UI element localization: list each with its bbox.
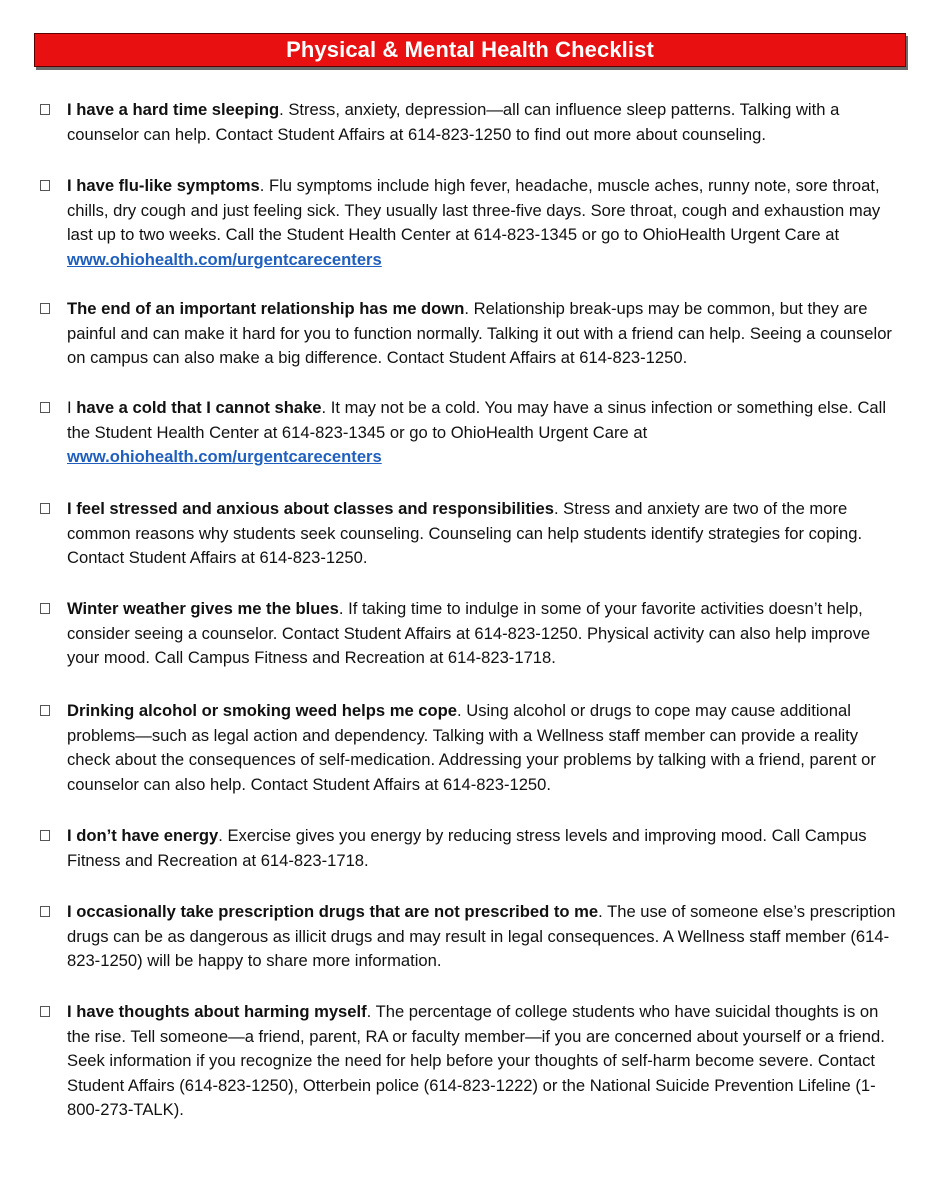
checklist-item-text (67, 699, 902, 797)
item-body: . Relationship break-ups may be common, but they are painful and can make it hard for you to function normally. Talking it out with a friend can help. Seeing a counselor on campus can also make a big difference. Contact Student Affairs at 614-823-1250. (67, 299, 892, 367)
checklist-item-text (67, 1000, 902, 1123)
checkbox[interactable] (40, 1006, 50, 1017)
checkbox[interactable] (40, 830, 50, 841)
checklist-item-text (67, 597, 902, 671)
item-heading: Drinking alcohol or smoking weed helps me cope (67, 701, 458, 720)
item-heading: I feel stressed and anxious about classes and responsibilities (67, 499, 554, 518)
checklist-item-text (67, 824, 902, 873)
checklist-item-winter (36, 597, 902, 671)
item-body: . It may not be a cold. You may have a sinus infection or something else. Call the Student Health Center at 614-823-1345 or go to OhioHealth Urgent Care at (67, 398, 887, 442)
checklist-item-text (67, 174, 902, 272)
checklist-item-energy (36, 824, 902, 873)
item-heading: have a cold that I cannot shake (76, 398, 322, 417)
item-heading: I don’t have energy (67, 826, 219, 845)
urgent-care-link[interactable]: www.ohiohealth.com/urgentcarecenters (67, 249, 382, 269)
checkbox[interactable] (40, 180, 50, 191)
item-heading: I have flu-like symptoms (67, 176, 260, 195)
checklist-item-text (67, 900, 902, 974)
item-body: . If taking time to indulge in some of your favorite activities doesn’t help, consider seeing a counselor. Contact Student Affairs at 614-823-1250. Physical activity can also help improve your mood. Call Campus Fitness and Recreation at 614-823-1718. (67, 599, 871, 667)
item-lead: I (67, 398, 77, 417)
checkbox[interactable] (40, 104, 50, 115)
checklist-item-sleeping (36, 98, 902, 147)
item-heading: Winter weather gives me the blues (67, 599, 339, 618)
checklist-item-stress (36, 497, 902, 571)
checklist-item-text (67, 497, 902, 571)
checklist-item-cold (36, 396, 902, 470)
item-body: . Using alcohol or drugs to cope may cause additional problems—such as legal action and dependency. Talking with a Wellness staff member can provide a reality check about the consequences of self-medication. Addressing your problems by talking with a friend, parent or counselor can also help. Contact Student Affairs at 614-823-1250. (67, 701, 876, 794)
checklist-item-alcohol (36, 699, 902, 797)
item-body: . Exercise gives you energy by reducing stress levels and improving mood. Call Campus Fitness and Recreation at 614-823-1718. (67, 826, 867, 870)
item-body: . The use of someone else’s prescription drugs can be as dangerous as illicit drugs and may result in legal consequences. A Wellness staff member (614-823-1250) will be happy to share more information. (67, 902, 896, 970)
checkbox[interactable] (40, 303, 50, 314)
checklist-item-text (67, 297, 902, 371)
item-body: . Stress, anxiety, depression—all can influence sleep patterns. Talking with a counselor can help. Contact Student Affairs at 614-823-1250 to find out more about counseling. (67, 100, 840, 144)
page-title: Physical & Mental Health Checklist (286, 37, 654, 62)
item-body: . The percentage of college students who have suicidal thoughts is on the rise. Tell someone—a friend, parent, RA or faculty member—if you are concerned about yourself or a friend. Seek information if you recognize the need for help before your thoughts of self-harm become severe. Contact Student Affairs (614-823-1250), Otterbein police (614-823-1222) or the National Suicide Prevention Lifeline (1-800-273-TALK). (67, 1002, 885, 1119)
checkbox[interactable] (40, 906, 50, 917)
checklist-item-text (67, 396, 902, 470)
item-heading: The end of an important relationship has me down (67, 299, 465, 318)
checkbox[interactable] (40, 503, 50, 514)
item-body: . Stress and anxiety are two of the more common reasons why students seek counseling. Counseling can help students identify strategies for coping. Contact Student Affairs at 614-823-1250. (67, 499, 863, 567)
checklist-item-self-harm (36, 1000, 902, 1123)
checkbox[interactable] (40, 705, 50, 716)
checklist-item-flu (36, 174, 902, 272)
checkbox[interactable] (40, 402, 50, 413)
checklist-item-text (67, 98, 902, 147)
item-heading: I have a hard time sleeping (67, 100, 280, 119)
item-heading: I occasionally take prescription drugs that are not prescribed to me (67, 902, 599, 921)
title-banner (34, 33, 906, 67)
checklist-item-prescription (36, 900, 902, 974)
urgent-care-link[interactable]: www.ohiohealth.com/urgentcarecenters (67, 447, 382, 466)
item-body: . Flu symptoms include high fever, headache, muscle aches, runny note, sore throat, chills, dry cough and just feeling sick. They usually last three-five days. Sore throat, cough and exhaustion may last up to two weeks. Call the Student Health Center at 614-823-1345 or go to OhioHealth Urgent Care at (67, 176, 881, 244)
item-heading: I have thoughts about harming myself (67, 1002, 367, 1021)
checklist-item-relationship (36, 297, 902, 371)
checkbox[interactable] (40, 603, 50, 614)
